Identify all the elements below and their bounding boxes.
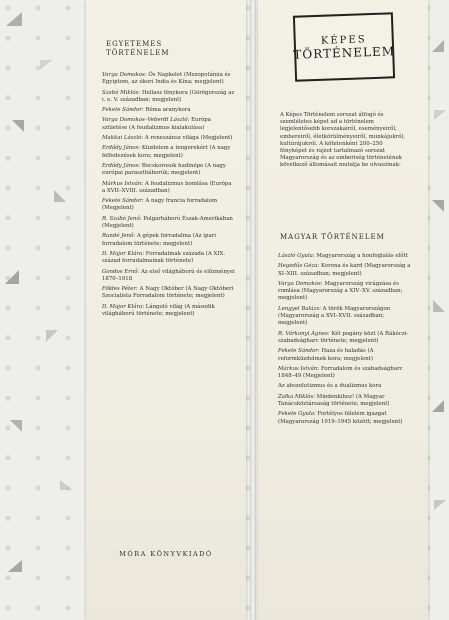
book-title: Róma aranykora <box>145 107 191 114</box>
book-entry <box>278 281 414 303</box>
book-author: László Gyula: <box>278 253 315 259</box>
left-heading-line: TÖRTÉNELEM <box>106 49 170 57</box>
book-title: Korona és kard (Magyarország a XI–XIII. században; megjelent) <box>278 263 411 277</box>
book-title: Küzdelem a tengerekért (A nagy felfedezések kora; megjelent) <box>102 145 231 159</box>
book-author: Randé Jenő: <box>102 233 136 240</box>
book-author: Erdődy János: <box>102 145 141 152</box>
tablecloth-pattern-shape <box>12 120 24 132</box>
series-title-line: KÉPES <box>320 33 367 47</box>
book-entry <box>102 181 236 196</box>
book-entry <box>102 251 236 266</box>
book-title: A reneszánsz világa (Megjelent) <box>144 135 233 142</box>
right-bookmark-card <box>258 0 428 620</box>
book-author: Varga Domokos–Veberdi László: <box>102 117 190 124</box>
book-entry <box>278 383 414 390</box>
book-entry <box>278 411 414 426</box>
book-entry <box>278 394 414 409</box>
book-title: Haza és haladás (A reformküzdelmek kora; megjelent) <box>278 348 374 362</box>
book-entry <box>278 366 414 381</box>
book-entry <box>102 216 236 231</box>
book-entry <box>102 269 236 284</box>
book-entry <box>278 263 414 278</box>
book-entry <box>278 253 414 260</box>
book-title: Magyarország virágzása és romlása (Magyarország a XIV–XV. században; megjelent) <box>278 280 403 302</box>
tablecloth-pattern-shape <box>434 500 446 510</box>
tablecloth-pattern-shape <box>433 300 445 312</box>
book-title: A Nagy Október (A Nagy Októberi Szocialista Forradalom története; megjelent) <box>102 286 234 300</box>
book-author: Zalka Miklós: <box>278 393 315 400</box>
book-entry <box>102 198 236 213</box>
book-title: Fortélyos félelem igazgat (Magyarország 1919–1945 között; megjelent) <box>278 411 403 425</box>
book-title: A gépek forradalma (Az ipari forradalom története; megjelent) <box>102 233 216 247</box>
book-author: Hegedűs Géza: <box>278 263 320 270</box>
book-title: Bocskorosok hadinépe (A nagy európai parasztháborúk; megjelent) <box>102 162 226 177</box>
publisher-label: MÓRA KÖNYVKIADÓ <box>119 550 213 558</box>
book-entry <box>102 107 236 114</box>
series-title-box <box>293 12 395 81</box>
book-entry <box>102 233 236 248</box>
book-author: D. Major Klára: <box>102 250 145 257</box>
left-heading-line: EGYETEMES <box>106 40 163 48</box>
book-entry <box>278 306 414 328</box>
tablecloth-pattern-shape <box>6 12 22 26</box>
book-author: Földes Péter: <box>102 286 138 293</box>
book-title: Lángoló világ (A második világháború története; megjelent) <box>102 303 215 318</box>
tablecloth-pattern-shape <box>432 200 444 212</box>
book-entry <box>102 90 236 105</box>
left-heading <box>106 40 170 58</box>
book-entry <box>102 135 236 142</box>
book-entry <box>102 286 236 301</box>
tablecloth-pattern-shape <box>46 330 58 342</box>
book-author: Gondos Ernő: <box>102 268 140 275</box>
tablecloth-pattern-shape <box>432 40 444 52</box>
book-title: Ős Napkelet (Mezopotámia és Egyiptom, az ókori India és Kína; megjelent) <box>102 72 231 86</box>
fabric-crease <box>250 0 256 620</box>
book-author: Márkus István: <box>278 365 320 372</box>
tablecloth-pattern-shape <box>10 420 22 432</box>
book-author: Makkai László: <box>102 135 144 142</box>
book-author: Fekete Gyula: <box>278 411 316 418</box>
book-title: Magyarország a honfoglalás előtt <box>316 253 408 259</box>
right-heading: MAGYAR TÖRTÉNELEM <box>280 233 385 241</box>
book-title: Európa születése (A feudalizmus kialakulása) <box>102 117 211 131</box>
book-title: A török Magyarországon (Magyarország a XVI–XVII. században; megjelent) <box>278 305 391 327</box>
book-entry <box>102 117 236 132</box>
tablecloth-pattern-shape <box>54 190 66 202</box>
book-author: Varga Domokos: <box>102 72 147 78</box>
tablecloth-pattern-shape <box>8 560 22 572</box>
book-title: Forradalmak százada (A XIX. század forradalmainak története) <box>102 250 226 265</box>
book-author: Szabó Miklós: <box>102 89 141 96</box>
book-title: A feudalizmus bomlása (Európa a XVII–XVIII. században) <box>102 180 232 194</box>
book-entry <box>278 348 414 363</box>
tablecloth-pattern-shape <box>60 480 72 490</box>
book-author: Fekete Sándor: <box>102 198 144 205</box>
book-author: D. Major Klára: <box>102 303 145 310</box>
book-title: Hellasz fénykora (Görögország az i. e. V. században; megjelent) <box>102 89 235 103</box>
book-entry <box>278 331 414 346</box>
book-author: Márkus István: <box>102 180 144 187</box>
book-title: Az abszolutizmus és a dualizmus kora <box>278 383 382 390</box>
book-author: Fekete Sándor: <box>278 348 320 355</box>
series-intro-text: A Képes Történelem sorozat átfogó és szemléletes képet ad a történelem legjelentősebb korszakairól, eseményeiről, embereiről, életkörülményeiről, munkájukról, kultúrájukról. A kötetenként 200–250 fényképet és rajzot tartalmazó sorozat Magyarország és az emberiség történetének következő állomásait mutatja be olvasóinak: <box>280 112 405 169</box>
series-title-line: TÖRTÉNELEM <box>293 43 396 62</box>
book-title: Forradalom és szabadságharc 1848–49 (Megjelent) <box>278 365 403 380</box>
book-author: Varga Domokos: <box>278 280 323 287</box>
left-entry-list <box>102 72 236 321</box>
right-entry-list <box>278 253 414 429</box>
book-entry <box>102 304 236 319</box>
book-entry <box>102 163 236 178</box>
book-title: A nagy francia forradalom (Megjelent) <box>102 198 218 212</box>
book-author: R. Várkonyi Ágnes: <box>278 330 330 337</box>
book-entry <box>102 72 236 87</box>
book-entry <box>102 145 236 160</box>
tablecloth-pattern-shape <box>40 60 52 70</box>
book-author: Lengyel Balázs: <box>278 305 321 312</box>
book-title: Polgárháború Észak-Amerikában (Megjelent) <box>102 215 233 230</box>
tablecloth-pattern-shape <box>434 110 446 120</box>
book-author: Erdődy János: <box>102 162 141 169</box>
book-title: Mindenkihez! (A Magyar Tanácsköztársaság története; megjelent) <box>278 393 390 408</box>
left-bookmark-card <box>86 0 246 620</box>
book-title: Két pogány közt (A Rákóczi-szabadságharc története; megjelent) <box>278 330 409 344</box>
tablecloth-pattern-shape <box>5 270 19 284</box>
tablecloth-pattern-shape <box>432 400 444 412</box>
book-title: Az első világháború és előzményei 1870–1918 <box>102 268 235 282</box>
book-author: R. Szabó Jenő: <box>102 215 142 222</box>
book-author: Fekete Sándor: <box>102 107 144 114</box>
